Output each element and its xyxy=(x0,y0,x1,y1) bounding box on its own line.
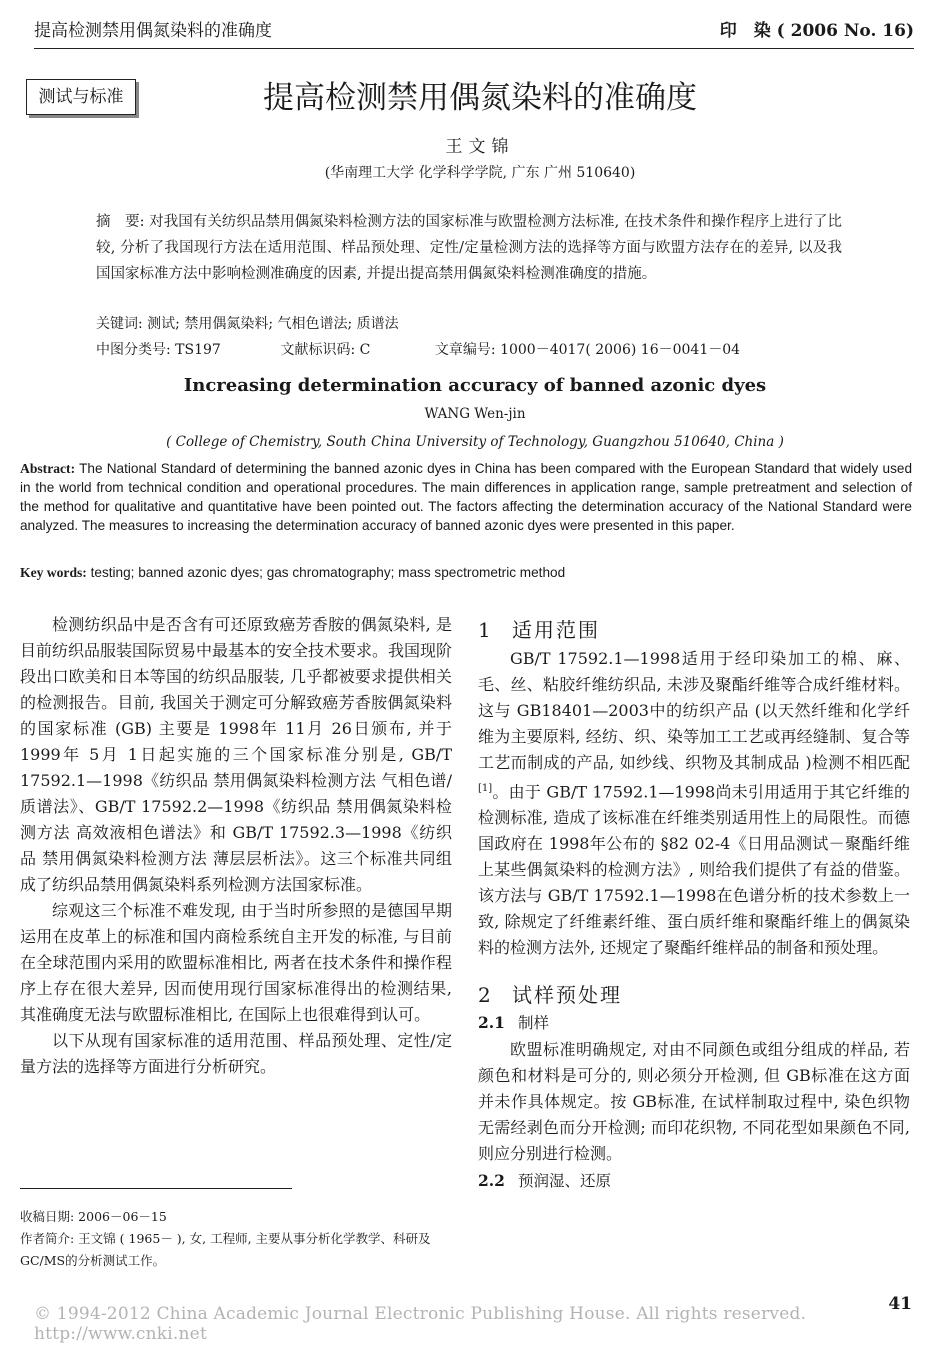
citation-1: [1] xyxy=(478,783,493,794)
document-code: 文献标识码: C xyxy=(280,342,371,358)
footnotes xyxy=(20,1206,452,1272)
section-1-heading xyxy=(478,616,910,644)
affiliation-en: ( College of Chemistry, South China University of Technology, Guangzhou 510640, China ) xyxy=(166,434,784,450)
running-head xyxy=(34,16,914,46)
intro-paragraph-1: 检测纺织品中是否含有可还原致癌芳香胺的偶氮染料, 是目前纺织品服装国际贸易中最基本的安全技术要求。我国现阶段出口欧美和日本等国的纺织品服装, 几乎都被要求提供相关的检测报告。目前, 我国关于测定可分解致癌芳香胺偶氮染料的国家标准 (GB) 主要是 1998年 11月 26日颁布, 并于 1999年 5月 1日起实施的三个国家标准分别是, GB/T 17592.1—1998《纺织品 禁用偶氮染料检测方法 气相色谱/质谱法》、GB/T 17592.2—1998《纺织品 禁用偶氮染料检测方法 高效液相色谱法》和 GB/T 17592.3—1998《纺织品 禁用偶氮染料检测方法 薄层层析法》。这三个标准共同组成了纺织品禁用偶氮染料系列检测方法国家标准。 xyxy=(20,615,453,894)
section-1-number: 1 xyxy=(478,618,493,642)
intro-paragraph-2: 综观这三个标准不难发现, 由于当时所参照的是德国早期运用在皮革上的标准和国内商检系统自主开发的标准, 与目前在全球范围内采用的欧盟标准相比, 两者在技术条件和操作程序上存在很大差异, 因而使用现行国家标准得出的检测结果, 其准确度无法与欧盟标准相比, 在国际上也很难得到认可。 xyxy=(20,901,452,1024)
abstract-en-label: Abstract: xyxy=(20,461,76,476)
keywords-zh: 关键词: 测试; 禁用偶氮染料; 气相色谱法; 质谱法 xyxy=(96,316,399,332)
running-head-journal: 印 染 ( 2006 No. 16) xyxy=(719,21,914,41)
subsection-2-1-paragraph: 欧盟标准明确规定, 对由不同颜色或组分组成的样品, 若颜色和材料是可分的, 则必须分开检测, 但 GB标准在这方面并未作具体规定。按 GB标准, 在试样制取过程中, 染色织物无需经剥色而分开检测; 而印花织物, 不同花型如果颜色不同, 则应分别进行检测。 xyxy=(478,1040,910,1164)
keywords-en xyxy=(20,563,912,582)
received-date: 收稿日期: 2006－06－15 xyxy=(20,1209,167,1224)
article-title-zh: 提高检测禁用偶氮染料的准确度 xyxy=(263,80,697,116)
subsection-2-2-number: 2.2 xyxy=(478,1171,505,1191)
keywords-en-text: testing; banned azonic dyes; gas chromatography; mass spectrometric method xyxy=(90,565,566,580)
subsection-2-1-title: 制样 xyxy=(518,1014,550,1033)
footnote-rule xyxy=(20,1188,292,1189)
author-bio: 作者简介: 王文锦 ( 1965－ ), 女, 工程师, 主要从事分析化学教学、科研及 GC/MS的分析测试工作。 xyxy=(20,1231,431,1268)
header-rule xyxy=(34,48,914,49)
section-tag: 测试与标准 xyxy=(26,79,136,115)
classification-line xyxy=(96,339,842,361)
section-1-paragraph xyxy=(478,646,910,961)
section-1-text-b: 。由于 GB/T 17592.1—1998尚未引用适用于其它纤维的检测标准, 造成了该标准在纤维类别适用性上的局限性。而德国政府在 1998年公布的 §82 02-4《日用品测试－聚酯纤维上某些偶氮染料的检测方法》, 则给我们提供了有益的借鉴。该方法与 GB/T 17592.1—1998在色谱分析的技术参数上一致, 除规定了纤维素纤维、蛋白质纤维和聚酯纤维上的偶氮染料的检测方法外, 还规定了聚酯纤维样品的制备和预处理。 xyxy=(478,782,910,958)
article-title-en: Increasing determination accuracy of banned azonic dyes xyxy=(183,375,767,396)
subsection-2-2-heading xyxy=(478,1169,910,1193)
intro-paragraph-3: 以下从现有国家标准的适用范围、样品预处理、定性/定量方法的选择等方面进行分析研究。 xyxy=(20,1031,452,1076)
section-1-title: 适用范围 xyxy=(512,618,600,642)
copyright-notice: © 1994-2012 China Academic Journal Electronic Publishing House. All rights reserved. http://www.cnki.net xyxy=(34,1304,841,1344)
author-name-en: WANG Wen-jin xyxy=(424,406,526,422)
section-2-title: 试样预处理 xyxy=(512,983,622,1008)
abstract-en xyxy=(20,459,912,535)
running-head-title: 提高检测禁用偶氮染料的准确度 xyxy=(34,21,272,41)
subsection-2-2-title: 预润湿、还原 xyxy=(518,1172,612,1191)
keywords-en-label: Key words: xyxy=(20,565,87,580)
page-number: 41 xyxy=(888,1294,912,1314)
section-2-number: 2 xyxy=(478,983,493,1008)
body-right-column xyxy=(478,612,910,1195)
section-1-text-a: GB/T 17592.1—1998适用于经印染加工的棉、麻、毛、丝、粘胶纤维纺织品, 未涉及聚酯纤维等合成纤维材料。这与 GB18401—2003中的纺织产品 (以天然纤维和化学纤维为主要原料, 经纺、织、染等加工工艺或再经缝制、复合等工艺而制成的产品, 如纱线、织物及其制成品 )检测不相匹配 xyxy=(478,649,910,772)
author-name-zh: 王文锦 xyxy=(445,137,515,157)
abstract-zh: 摘 要: 对我国有关纺织品禁用偶氮染料检测方法的国家标准与欧盟检测方法标准, 在技术条件和操作程序上进行了比较, 分析了我国现行方法在适用范围、样品预处理、定性/定量检测方法的选择等方面与欧盟方法存在的差异, 以及我国国家标准方法中影响检测准确度的因素, 并提出提高禁用偶氮染料检测准确度的措施。 xyxy=(96,214,842,282)
article-number: 文章编号: 1000－4017( 2006) 16－0041－04 xyxy=(434,342,741,358)
section-2-heading xyxy=(478,981,910,1009)
abstract-en-text: The National Standard of determining the banned azonic dyes in China has been compared with the European Standard that widely used in the world from technical condition and operational procedures. The main differences in application range, sample pretreatment and selection of the method for qualitative and quantitative have been pointed out. The factors affecting the determination accuracy of the National Standard were analyzed. The measures to increasing the determination accuracy of banned azonic dyes were presented in this paper. xyxy=(20,461,913,533)
subsection-2-1-number: 2.1 xyxy=(478,1013,505,1033)
body-left-column xyxy=(20,612,452,1080)
clc-number: 中图分类号: TS197 xyxy=(96,342,221,358)
subsection-2-1-heading xyxy=(478,1011,910,1035)
affiliation-zh: (华南理工大学 化学科学学院, 广东 广州 510640) xyxy=(324,165,636,181)
